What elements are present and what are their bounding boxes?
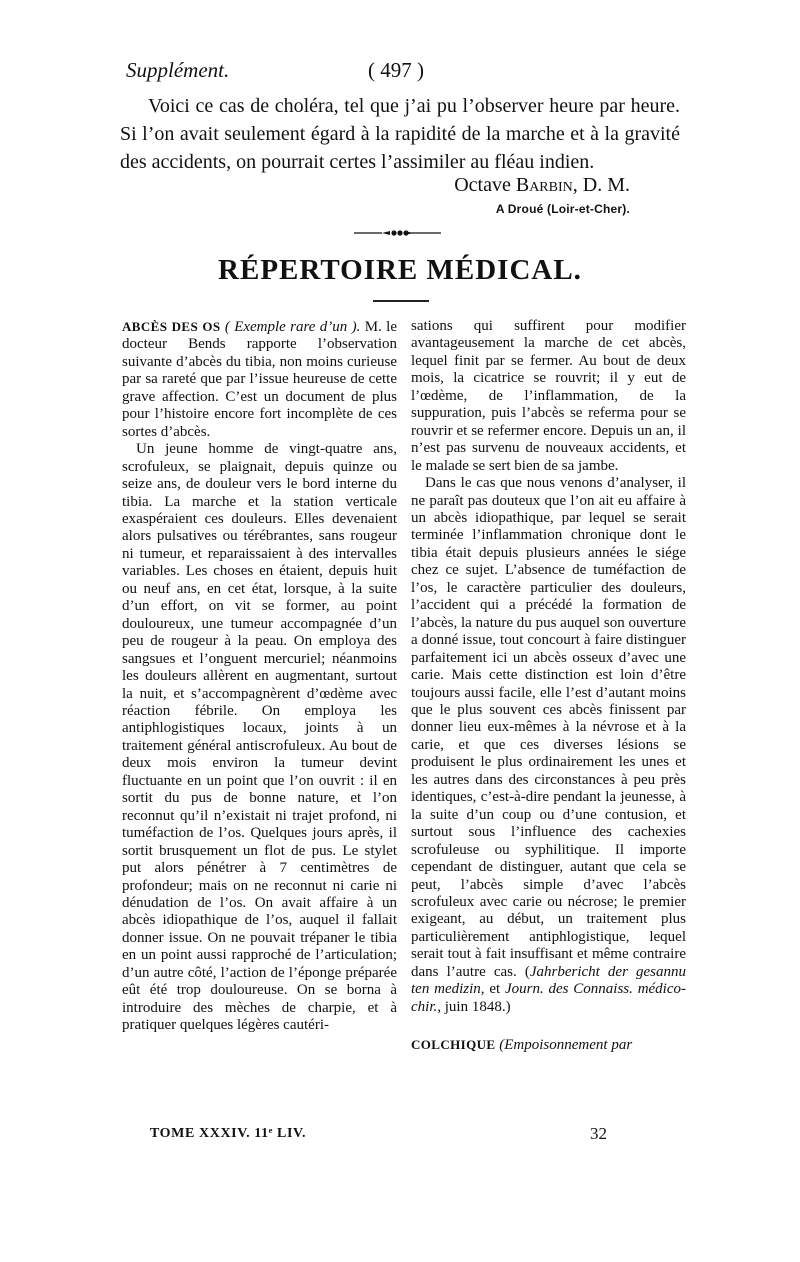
article-text-abces: M. le docteur Bends rapporte l’observation suivante d’abcès du tibia, non moins curieuse par sa rareté que par l’issue heureuse de cette grave affection. C’est un document de plus pour l’histoire encore fort incomplète de ces sortes d’abcès. — [122, 319, 398, 440]
intro-text: Voici ce cas de choléra, tel que j’ai pu l’observer heure par heure. Si l’on avait seulement égard à la rapidité de la marche et à la gravité des accidents, on pourrait certes l’assimiler au fléau indien. — [120, 95, 680, 173]
page-header — [118, 58, 678, 88]
article-heading-colchique: COLCHIQUE — [411, 1037, 496, 1053]
ornament-divider — [350, 226, 445, 240]
reference-mid: , et — [480, 981, 505, 998]
title-rule — [373, 300, 429, 302]
author-suffix: , D. M. — [572, 174, 630, 196]
author-line — [120, 172, 630, 198]
article-colchique — [411, 1036, 686, 1054]
tome-label: TOME XXXIV. 11ᵉ LIV. — [150, 1126, 307, 1141]
discussion-text: Dans le cas que nous venons d’analyser, il ne paraît pas douteux que l’on ait eu affaire à un abcès idiopathique, par lequel se serait terminée l’inflammation chronique dont le tibia était depuis plusieurs années le siége chez ce sujet. L’absence de tuméfaction de l’os, le caractère particulier des douleurs, l’accident qui a précédé la formation de l’abcès, la nature du pus auquel son ouverture a donné issue, tout concourt à faire distinguer parfaitement ici un abcès osseux d’avec une carie. Mais cette distinction est loin d’être toujours aussi facile, elle l’est d’autant moins que le plus souvent ces abcès finissent par donner lieu eux-mêmes à la névrose et à la carie, et que ces diverses lésions se produisent le plus ordinairement les unes et les autres dans des circonstances à peu près identiques, c’est-à-dire pendant la jeunesse, à la suite d’un coup ou d’une contusion, et surtout sous l’influence des cachexies scrofuleuse ou syphilitique. Il importe cependant de distinguer, autant que cela se peut, l’abcès simple d’avec l’abcès scrofuleux avec carie ou nécrose; le premier exigeant, au début, un traitement plus particulièrement antiphlogistique, lequel serait tout à fait insuffisant et même contraire dans l’autre cas. ( — [411, 475, 686, 980]
article-subtitle-colchique: (Empoisonnement par — [495, 1037, 633, 1054]
article-abces-continued: sations qui suffirent pour modifier avantageusement la marche de cet abcès, lequel finit par se fermer. Au bout de deux mois, la cicatrice se rouvrit; il y eut de l’œdème, de l’inflammation, de la suppuration, puis l’abcès se referma pour se rouvrir et se refermer encore. Depuis un an, il n’est pas survenu de nouveaux accidents, et le malade se sert bien de sa jambe. — [411, 318, 686, 474]
author-last: Barbin — [515, 174, 573, 196]
page-footer — [120, 1126, 680, 1150]
article-abces-discussion — [411, 475, 686, 1016]
author-location: A Droué (Loir-et-Cher). — [495, 202, 630, 216]
page-number: ( 497 ) — [368, 58, 424, 82]
article-heading-abces: ABCÈS DES OS — [122, 319, 221, 334]
right-column — [411, 318, 686, 1055]
reference-1: Jahrbericht der gesannu ten medizin — [411, 963, 686, 998]
page-title: RÉPERTOIRE MÉDICAL. — [218, 254, 582, 286]
intro-paragraph — [120, 92, 680, 176]
author-signature — [120, 172, 630, 218]
left-column — [122, 318, 397, 1035]
signature-mark: 32 — [590, 1124, 607, 1143]
article-abces-intro — [122, 318, 397, 441]
reference-end: , juin 1848.) — [437, 998, 511, 1015]
author-first: Octave — [454, 174, 511, 196]
article-abces-case: Un jeune homme de vingt-quatre ans, scrofuleux, se plaignait, depuis quinze ou seize ans, de douleur vers le bord interne du tibia. La marche et la station verticale exaspéraient ces douleurs. Elles devenaient alors pulsatives ou térébrantes, sans rougeur ni tumeur, et reparaissaient à des intervalles variables. Les choses en étaient, depuis huit ou neuf ans, en cet état, lorsque, à la suite d’un effort, on vit se former, au point douloureux, une tumeur accompagnée d’un peu de rougeur à la peau. On employa des sangsues et l’onguent mercuriel; néanmoins les douleurs allèrent en augmentant, surtout la nuit, et s’accompagnèrent d’œdème avec réaction fébrile. On employa les antiphlogistiques locaux, joints à un traitement général antiscrofuleux. Au bout de deux mois environ la tumeur devint fluctuante en un point que l’on ouvrit : il en sortit du pus de bonne nature, et l’on reconnut qu’il n’existait ni trajet profond, ni tuméfaction de l’os. Quelques jours après, il sortit brusquement un flot de pus. Le stylet put alors pénétrer à 7 centimètres de profondeur; mais on ne reconnut ni carie ni dénudation de l’os. On avait affaire à un abcès idiopathique de l’os, auquel il fallait donner issue. On ne pouvait trépaner le tibia en un point aussi rapproché de l’articulation; d’un autre côté, l’action de l’éponge préparée eût été trop douloureuse. On se borna à introduire des mèches de charpie, et à pratiquer quelques légères cautéri- — [122, 441, 397, 1034]
article-subtitle-abces: ( Exemple rare d’un ). — [224, 319, 361, 335]
reference-2: Journ. des Connaiss. médico-chir. — [411, 981, 686, 1015]
section-label: Supplément. — [126, 58, 230, 82]
